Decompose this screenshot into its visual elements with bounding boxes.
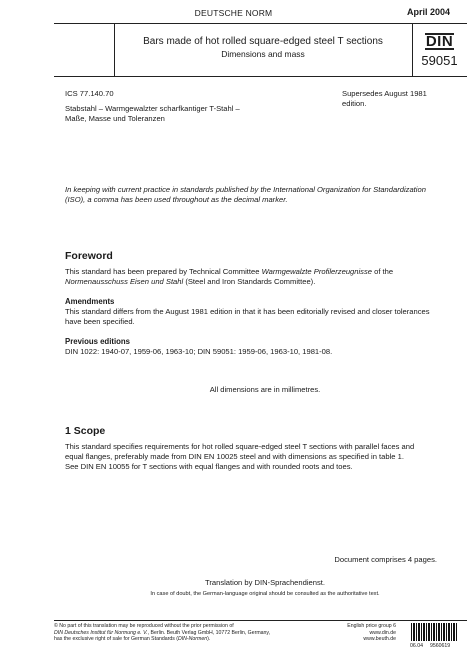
document-code: 9560619 (430, 643, 451, 649)
foreword-paragraph (65, 267, 465, 287)
copyright-line-2 (54, 630, 344, 637)
issue-code: 06.04 (410, 643, 423, 649)
din-normen-term: DIN-Normen (177, 636, 208, 643)
standard-number: 59051 (421, 53, 458, 68)
amendments-line-2: have been specified. (65, 317, 135, 326)
amendments-line-1: This standard differs from the August 1981 edition in that it has been editorially revised and closer tolerances (65, 307, 430, 316)
amendments-paragraph (65, 307, 465, 327)
foreword-heading: Foreword (65, 250, 113, 262)
din-website-link[interactable]: www.din.de (369, 629, 396, 636)
doubt-note: In case of doubt, the German-language original should be consulted as the authoritative text. (150, 591, 380, 597)
document-title: Bars made of hot rolled square-edged steel T sections (143, 36, 383, 47)
german-title-line-1: Stabstahl – Warmgewalzter scharfkantiger T-Stahl – (65, 104, 240, 113)
title-box (54, 24, 467, 77)
copyright-line-1: © No part of this translation may be reproduced without the prior permission of (54, 623, 234, 629)
scope-line-3: See DIN EN 10055 for T sections with equal flanges and with rounded roots and toes. (65, 462, 353, 471)
foreword-line-1 (65, 267, 465, 277)
supersedes-note (342, 89, 427, 109)
translation-note: Translation by DIN-Sprachendienst. (204, 578, 325, 587)
decimal-marker-note (65, 185, 465, 205)
title-box-right-cell (412, 24, 467, 76)
title-box-center-cell (114, 24, 413, 76)
german-title-line-2: Maße, Masse und Toleranzen (65, 114, 165, 123)
decimal-note-line-1: In keeping with current practice in standards published by the International Organization for Standardization (65, 185, 426, 194)
price-and-links (340, 623, 396, 643)
footer-rule (54, 620, 467, 621)
header-date: April 2004 (406, 7, 450, 17)
beuth-website-link[interactable]: www.beuth.de (363, 636, 396, 643)
previous-editions-list: DIN 1022: 1940-07, 1959-06, 1963-10; DIN 59051: 1959-06, 1963-10, 1981-08. (65, 347, 333, 356)
amendments-heading: Amendments (65, 297, 115, 306)
dimensions-note: All dimensions are in millimetres. (209, 385, 321, 394)
din-institute-name: DIN Deutsches Institut für Normung e. V. (54, 629, 148, 636)
sale-rights-text: has the exclusive right of sale for German Standards ( (54, 636, 178, 643)
scope-line-1: This standard specifies requirements for hot rolled square-edged steel T sections with parallel faces and (65, 442, 415, 451)
header-standard-type: DEUTSCHE NORM (194, 8, 273, 18)
scope-paragraph (65, 442, 465, 472)
publisher-address: , Berlin. Beuth Verlag GmbH, 10772 Berlin, Germany, (147, 629, 271, 636)
barcode (411, 623, 457, 641)
scope-line-2: equal flanges, preferably made from DIN EN 10025 steel and with dimensions as specified in table 1. (65, 452, 404, 461)
committee-name: Warmgewalzte Profilerzeugnisse (261, 267, 372, 276)
title-box-left-cell (54, 24, 115, 76)
previous-editions-heading: Previous editions (65, 337, 130, 346)
sale-rights-end: ). (207, 636, 211, 643)
foreword-text: This standard has been prepared by Technical Committee (65, 267, 262, 276)
decimal-note-line-2: (ISO), a comma has been used throughout as the decimal marker. (65, 195, 288, 204)
standards-committee-translation: (Steel and Iron Standards Committee). (183, 277, 316, 286)
german-title (65, 104, 240, 124)
price-group: English price group 6 (347, 623, 396, 629)
page-count-note: Document comprises 4 pages. (334, 555, 437, 564)
supersedes-line-1: Supersedes August 1981 (342, 89, 427, 98)
standards-committee-name: Normenausschuss Eisen und Stahl (65, 277, 184, 286)
supersedes-line-2: edition. (342, 99, 367, 108)
scope-heading: 1 Scope (65, 425, 106, 437)
din-logo: DIN (425, 33, 454, 50)
copyright-line-3 (54, 636, 344, 643)
document-subtitle: Dimensions and mass (221, 49, 305, 59)
foreword-line-2 (65, 277, 465, 287)
copyright-notice (54, 623, 344, 643)
ics-code: ICS 77.140.70 (65, 89, 114, 98)
foreword-text-end: of the (372, 267, 394, 276)
